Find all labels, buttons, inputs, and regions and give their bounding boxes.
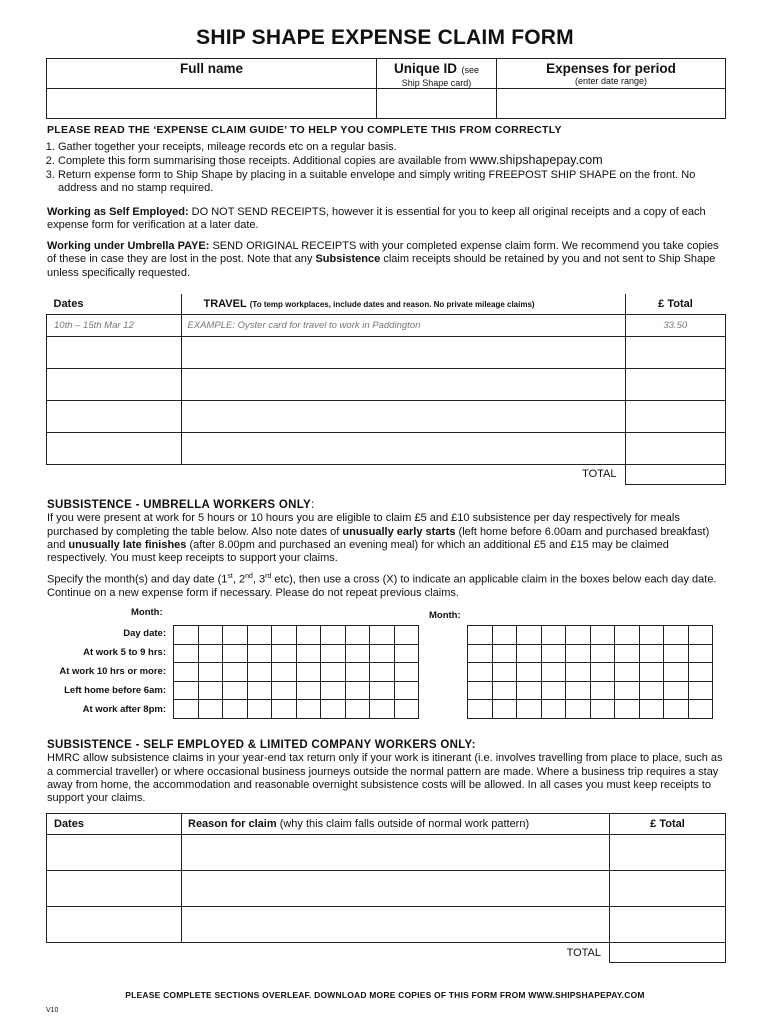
claim-box[interactable] [566,663,591,682]
expenses-period-sub: (enter date range) [574,76,648,86]
claim-box[interactable] [468,644,493,663]
travel-date-cell[interactable] [47,368,182,400]
reason-date-cell[interactable] [47,907,182,943]
claim-box[interactable] [615,644,640,663]
claim-box[interactable] [639,700,664,719]
day-date-cell[interactable] [272,626,297,645]
umbrella-subsistence-p2 [47,570,725,600]
expenses-period-header [497,59,726,89]
reason-col-label: Reason for claim [188,818,277,830]
claim-box[interactable] [688,663,713,682]
travel-total-cell[interactable] [625,368,726,400]
reason-row [47,907,726,943]
claim-box[interactable] [590,663,615,682]
label-left-6am: Left home before 6am: [64,685,166,696]
shipshape-url[interactable]: www.shipshapepay.com [469,153,603,168]
claim-box[interactable] [590,681,615,700]
claim-box[interactable] [566,681,591,700]
claim-box[interactable] [688,681,713,700]
claim-box[interactable] [590,700,615,719]
header-table [46,58,726,119]
travel-col-dates: Dates [47,294,182,314]
claim-box[interactable] [272,663,297,682]
claim-box[interactable] [370,700,395,719]
self-employed-note [47,206,725,233]
claim-box[interactable] [566,700,591,719]
claim-box[interactable] [174,700,199,719]
label-after-8pm: At work after 8pm: [82,704,166,715]
p1-d: unusually late finishes [68,538,187,551]
month-label-right: Month: [429,610,461,621]
claim-box[interactable] [492,681,517,700]
label-work-10: At work 10 hrs or more: [59,666,166,677]
self-employed-label: Working as Self Employed: [47,206,189,218]
grid-row [174,626,419,645]
step-3-text: Return expense form to Ship Shape by placing in a suitable envelope and simply writing FREEPOST SHIP SHAPE on the front. No address and no stamp required. [58,168,696,194]
travel-example-date: 10th – 15th Mar 12 [47,314,182,336]
umbrella-note [47,240,725,280]
reason-desc-cell[interactable] [182,835,610,871]
claim-box[interactable] [345,681,370,700]
claim-box[interactable] [223,700,248,719]
claim-box[interactable] [517,644,542,663]
unique-id-field[interactable] [377,89,497,119]
grid-row [174,644,419,663]
day-date-cell[interactable] [174,626,199,645]
p1-b: unusually early starts [342,525,456,538]
reason-total-cell[interactable] [610,835,726,871]
subsistence-grid-left [173,625,419,719]
unique-id-see: (see [461,65,479,75]
travel-desc-cell[interactable] [181,400,625,432]
expenses-period-field[interactable] [497,89,726,119]
claim-box[interactable] [321,644,346,663]
claim-box[interactable] [321,663,346,682]
umbrella-subsistence-heading: SUBSISTENCE - UMBRELLA WORKERS ONLY [47,499,311,511]
travel-total-cell[interactable] [625,400,726,432]
travel-date-cell[interactable] [47,336,182,368]
claim-box[interactable] [639,663,664,682]
claim-box[interactable] [223,644,248,663]
day-date-cell[interactable] [492,626,517,645]
travel-total-field[interactable] [625,464,726,484]
p1-c: (left home before 6.00am and purchased breakfast) and [47,525,710,551]
claim-box[interactable] [272,644,297,663]
travel-row [47,400,726,432]
day-date-cell[interactable] [198,626,223,645]
reason-date-cell[interactable] [47,871,182,907]
self-subsistence-heading: SUBSISTENCE - SELF EMPLOYED & LIMITED COMPANY WORKERS ONLY: [47,739,476,751]
umbrella-subsistence: Subsistence [315,253,381,266]
claim-box[interactable] [345,644,370,663]
claim-box[interactable] [664,681,689,700]
full-name-label: Full name [179,61,243,76]
label-work-5-9: At work 5 to 9 hrs: [83,647,166,658]
travel-row [47,432,726,464]
claim-box[interactable] [566,644,591,663]
unique-id-header [377,59,497,89]
travel-row [47,368,726,400]
claim-box[interactable] [541,644,566,663]
self-subsistence-text: HMRC allow subsistence claims in your year-end tax return only if your work is itinerant (i.e. involves travelling from place to place, such as a commercial traveller) or where occasional business journeys outside the normal pattern are made. Where a business trip requires a stay away from home, the accommodation and reasonable overnight subsistence costs will be allowed. In all cases you must keep receipts to support your claims. [47,752,723,805]
umbrella-text-2: claim receipts should be retained by you and not sent to Ship Shape unless specifically requested. [47,253,716,279]
claim-box[interactable] [223,681,248,700]
full-name-field[interactable] [47,89,377,119]
month-label-left: Month: [131,607,163,618]
claim-box[interactable] [321,700,346,719]
travel-col-travel [181,294,625,314]
claim-box[interactable] [370,663,395,682]
reason-table [46,813,726,963]
reason-row [47,871,726,907]
travel-col-travel-label: TRAVEL [203,297,247,310]
umbrella-subsistence-section [47,499,725,601]
claim-box[interactable] [639,644,664,663]
claim-box[interactable] [174,663,199,682]
claim-box[interactable] [517,700,542,719]
reason-col-reason [182,814,610,835]
claim-box[interactable] [468,663,493,682]
claim-box[interactable] [615,681,640,700]
sup-2: nd [245,573,253,581]
claim-box[interactable] [664,700,689,719]
reason-col-dates: Dates [47,814,182,835]
reason-desc-cell[interactable] [182,871,610,907]
day-date-cell[interactable] [541,626,566,645]
form-title: SHIP SHAPE EXPENSE CLAIM FORM [196,26,574,49]
claim-box[interactable] [394,700,419,719]
claim-box[interactable] [198,700,223,719]
claim-box[interactable] [664,663,689,682]
umbrella-text-1: SEND ORIGINAL RECEIPTS with your completed expense claim form. We recommend you take copies of these in case they are lost in the post. Note that any [47,240,719,266]
self-subsistence-section [47,739,727,805]
claim-box[interactable] [492,700,517,719]
claim-box[interactable] [615,700,640,719]
travel-date-cell[interactable] [47,432,182,464]
claim-box[interactable] [272,681,297,700]
reason-col-total: £ Total [610,814,726,835]
grid-row [468,663,713,682]
day-date-cell[interactable] [345,626,370,645]
p2-a: Specify the month(s) and day date (1 [47,574,228,587]
reason-total-field[interactable] [610,943,726,963]
claim-box[interactable] [174,681,199,700]
travel-table [46,294,726,485]
reason-date-cell[interactable] [47,835,182,871]
label-day-date: Day date: [123,628,166,639]
travel-total-label: TOTAL [181,464,625,484]
sup-3: rd [265,573,272,581]
travel-date-cell[interactable] [47,400,182,432]
travel-desc-cell[interactable] [181,368,625,400]
subsistence-grid-right [467,625,713,719]
grid-row [174,663,419,682]
claim-box[interactable] [590,644,615,663]
day-date-cell[interactable] [247,626,272,645]
claim-box[interactable] [639,681,664,700]
grid-row [468,644,713,663]
travel-total-cell[interactable] [625,432,726,464]
claim-box[interactable] [174,644,199,663]
claim-box[interactable] [345,663,370,682]
grid-row [468,681,713,700]
claim-box[interactable] [198,681,223,700]
day-date-cell[interactable] [615,626,640,645]
grid-row [468,700,713,719]
day-date-cell[interactable] [590,626,615,645]
travel-example-total: 33.50 [625,314,726,336]
claim-box[interactable] [394,681,419,700]
claim-box[interactable] [688,644,713,663]
travel-desc-cell[interactable] [181,432,625,464]
version-label: V10 [46,1007,59,1014]
claim-box[interactable] [296,663,321,682]
travel-desc-cell[interactable] [181,336,625,368]
step-3 [58,169,722,196]
claim-box[interactable] [198,644,223,663]
claim-box[interactable] [492,663,517,682]
day-date-cell[interactable] [639,626,664,645]
reason-desc-cell[interactable] [182,907,610,943]
travel-col-total: £ Total [625,294,726,314]
step-1-text: Gather together your receipts, mileage records etc on a regular basis. [58,141,397,153]
reason-total-cell[interactable] [610,871,726,907]
expenses-period-label: Expenses for period [546,61,676,76]
grid-row [468,626,713,645]
steps-list [32,141,722,195]
travel-total-cell[interactable] [625,336,726,368]
umbrella-subsistence-colon: : [310,499,315,511]
claim-box[interactable] [370,681,395,700]
claim-box[interactable] [247,681,272,700]
travel-col-travel-note: (To temp workplaces, include dates and reason. No private mileage claims) [249,299,535,309]
sup-1: st [227,573,233,581]
reason-col-note: (why this claim falls outside of normal work pattern) [279,818,530,830]
day-date-cell[interactable] [566,626,591,645]
p1-a: If you were present at work for 5 hours or 10 hours you are eligible to claim £5 and £10 subsistence per day respectively for meals purchased by completing the table below. Also note dates of [47,512,680,538]
claim-box[interactable] [468,700,493,719]
day-date-cell[interactable] [321,626,346,645]
reason-total-label: TOTAL [182,943,610,963]
self-employed-text: DO NOT SEND RECEIPTS, however it is essential for you to keep all original receipts and a copy of each expense form for verification at a later date. [47,206,706,232]
claim-box[interactable] [296,700,321,719]
p2-c: , 3 [252,574,266,587]
day-date-cell[interactable] [664,626,689,645]
umbrella-subsistence-p1 [47,512,725,565]
claim-box[interactable] [198,663,223,682]
claim-box[interactable] [247,700,272,719]
claim-box[interactable] [615,663,640,682]
claim-box[interactable] [321,681,346,700]
day-date-cell[interactable] [296,626,321,645]
full-name-header [47,59,377,89]
claim-box[interactable] [394,663,419,682]
footer-note: PLEASE COMPLETE SECTIONS OVERLEAF. DOWNLOAD MORE COPIES OF THIS FORM FROM WWW.SHIPSHAPEPAY.COM [125,990,645,1000]
day-date-cell[interactable] [688,626,713,645]
grid-row [174,700,419,719]
travel-row [47,336,726,368]
day-date-cell[interactable] [517,626,542,645]
claim-box[interactable] [664,644,689,663]
claim-box[interactable] [688,700,713,719]
claim-box[interactable] [345,700,370,719]
unique-id-label: Unique ID [394,61,458,76]
step-2-text: Complete this form summarising those receipts. Additional copies are available from [58,155,467,168]
day-date-cell[interactable] [394,626,419,645]
umbrella-label: Working under Umbrella PAYE: [47,240,210,252]
claim-box[interactable] [517,681,542,700]
travel-example-desc: EXAMPLE: Oyster card for travel to work in Paddington [181,314,625,336]
step-2 [58,154,722,168]
claim-box[interactable] [394,644,419,663]
reason-row [47,835,726,871]
unique-id-sub: Ship Shape card) [401,78,472,88]
claim-box[interactable] [370,644,395,663]
claim-box[interactable] [247,644,272,663]
step-1 [58,141,722,154]
p2-d: etc), then use a cross (X) to indicate an applicable claim in the boxes below each day date. Continue on a new expense form if necessary. Please do not repeat previous claims. [47,574,717,600]
claim-box[interactable] [296,644,321,663]
day-date-cell[interactable] [370,626,395,645]
claim-box[interactable] [517,663,542,682]
claim-box[interactable] [541,681,566,700]
claim-box[interactable] [247,663,272,682]
claim-box[interactable] [296,681,321,700]
p2-b: , 2 [232,574,246,587]
reason-total-cell[interactable] [610,907,726,943]
claim-box[interactable] [541,700,566,719]
claim-box[interactable] [272,700,297,719]
day-date-cell[interactable] [468,626,493,645]
claim-box[interactable] [541,663,566,682]
grid-row [174,681,419,700]
claim-box[interactable] [468,681,493,700]
p1-e: (after 8.00pm and purchased an evening meal) for which an additional £5 and £15 may be claimed respectively. You must keep receipts to support your claims. [47,538,669,565]
guide-heading: PLEASE READ THE ‘EXPENSE CLAIM GUIDE’ TO HELP YOU COMPLETE THIS FROM CORRECTLY [47,124,562,136]
claim-box[interactable] [223,663,248,682]
claim-box[interactable] [492,644,517,663]
grid-labels [20,624,166,719]
day-date-cell[interactable] [223,626,248,645]
